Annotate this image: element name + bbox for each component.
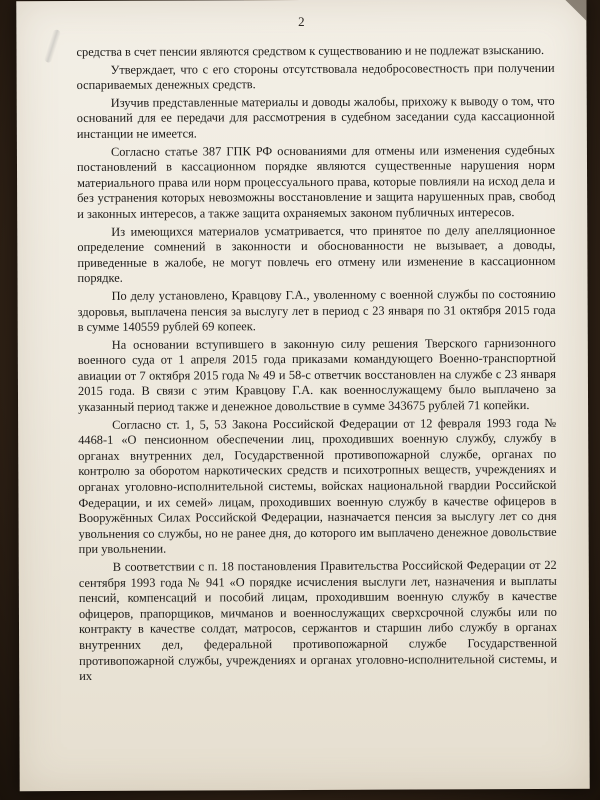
paragraph: Изучив представленные материалы и доводы жалобы, прихожу к выводу о том, что оснований для ее передачи для рассмотрения в судебном заседании суда кассационной инстанции не имеется. bbox=[76, 93, 555, 141]
paragraph: В соответствии с п. 18 постановления Правительства Российской Федерации от 22 сентября 1993 года № 941 «О порядке исчисления выслуги лет, назначения и выплаты пенсий, компенсаций и пособий лицам, проходившим военную службу в качестве офицеров, прапорщиков, мичманов и военнослужащих сверхсрочной службы или по контракту в качестве солдат, матросов, сержантов и старшин либо службу в органах внутренних дел, федеральной противопожарной службе Государственной противопожарной службы, учреждениях и органах уголовно-исполнительной системы, и их bbox=[78, 557, 558, 684]
paragraph: Согласно статье 387 ГПК РФ основаниями для отмены или изменения судебных постановлений в кассационном порядке являются существенные нарушения норм материального права или норм процессуального права, которые повлияли на исход дела и без устранения которых невозможны восстановление и защита нарушенных прав, свобод и законных интересов, а также защита охраняемых законом публичных интересов. bbox=[76, 142, 556, 221]
paragraph: На основании вступившего в законную силу решения Тверского гарнизонного военного суда от 1 апреля 2015 года приказами командующего Военно-транспортной авиации от 7 октября 2015 года № 49 и 58-с ответчик восстановлен на службе с 23 января 2015 года. В связи с этим Кравцову Г.А. как военнослужащему было выплачено за указанный период также и денежное довольствие в сумме 343675 рублей 71 копейки. bbox=[77, 335, 557, 415]
document-page bbox=[16, 0, 589, 791]
paragraph: средства в счет пенсии являются средством к существованию и не подлежат взысканию. bbox=[76, 42, 545, 59]
paragraph: По делу установлено, Кравцову Г.А., уволенному с военной службы по состоянию здоровья, выплачена пенсия за выслугу лет в период с 23 января по 31 октября 2015 года в сумме 140559 рублей 69 копеек. bbox=[77, 286, 556, 335]
page-number: 2 bbox=[298, 13, 305, 30]
paragraph: Согласно ст. 1, 5, 53 Закона Российской Федерации от 12 февраля 1993 года № 4468-1 «О пенсионном обеспечении лиц, проходивших военную службу, службу в органах внутренних дел, Государственной противопожарной службе, органах по контролю за оборотом наркотических средств и психотропных веществ, учреждениях и органах уголовно-исполнительной системы, войсках национальной гвардии Российской Федерации, и их семей» лицам, проходивших военную службу в качестве офицеров в Вооружённых Силах Российской Федерации, назначается пенсия за выслугу лет со дня увольнения со службы, но не ранее дня, до которого им выплачено денежное довольствие при увольнении. bbox=[78, 415, 557, 557]
paragraph: Утверждает, что с его стороны отсутствовала недобросовестность при получении оспариваемых денежных средств. bbox=[76, 60, 555, 93]
paragraph: Из имеющихся материалов усматривается, что принятое по делу апелляционное определение сомнений в законности и обоснованности не вызывает, а доводы, приведенные в жалобе, не могут повлечь его отмену или изменение в кассационном порядке. bbox=[77, 222, 556, 286]
pencil-mark bbox=[43, 29, 61, 64]
document-body bbox=[76, 43, 557, 687]
